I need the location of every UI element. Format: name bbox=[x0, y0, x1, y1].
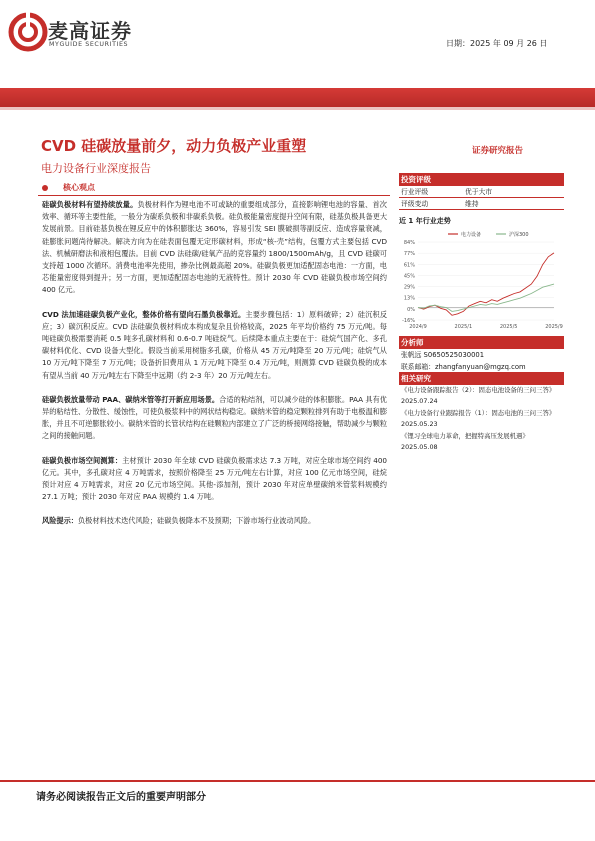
logo-name-en: MYGUIDE SECURITIES bbox=[49, 41, 129, 48]
report-type-label: 证券研究报告 bbox=[472, 146, 524, 156]
paragraph bbox=[42, 515, 387, 527]
core-section-label: 核心观点 bbox=[63, 183, 95, 192]
paragraph bbox=[42, 394, 387, 443]
chart-title: 近 1 年行业走势 bbox=[399, 217, 451, 225]
analyst-email[interactable]: 联系邮箱：zhangfanyuan@mgzq.com bbox=[401, 363, 526, 371]
company-logo bbox=[8, 10, 158, 52]
rating-table bbox=[399, 173, 564, 210]
industry-trend-chart bbox=[394, 228, 566, 336]
bullet-dot-icon bbox=[42, 185, 48, 191]
analyst-head: 分析师 bbox=[399, 336, 564, 349]
header-band-shadow bbox=[0, 107, 595, 110]
analyst-name: 张帆远 S0650525030001 bbox=[401, 351, 485, 359]
paragraph-lead: 硅碳负极材料有望持续放量。 bbox=[42, 200, 138, 209]
paragraph-text: 主材预计 2030 年全球 CVD 硅碳负极需求达 7.3 万吨，对应全球市场空间约 400 亿元。其中，多孔碳对应 4 万吨需求，按照价格降至 25 万元/吨左右计算，对应 100 亿元市场空间，硅烷预计对应 4 万吨需求，对应 20 亿元市场空间。其他-添加剂，预计 2030 年对应单壁碳纳米管浆料规模约 27.1 万吨；预计 2030 年对应 PAA 规模约 1.4 万吨。 bbox=[42, 455, 387, 502]
logo-mark-icon bbox=[8, 12, 48, 52]
paragraph-text: 负极材料作为锂电池不可或缺的重要组成部分，直接影响锂电池的容量、首次效率、循环等主要性能，一般分为碳系负极和非碳系负极。硅负极能量密度提升空间有限，硅基负极具备更大发展前景。目前硅基负极在锂反应中的体积膨胀达 360%，容易引发 SEI 膜破损等副反应、造成容量衰减，硅膨胀问题尚待解决。解决方向为在硅表面包覆无定形碳材料，形成“核-壳”结构，包覆方式主要包括 CVD 法、机械研磨法和液相包覆法。目前 CVD 法硅碳/硅氧产品的克容量约 1800/1500mAh/g，且 CVD 硅碳可支持超 1000 次循环。消费电池率先使用，掺杂比例最高超 20%。硅碳负极更加适配固态电池：一方面，电芯能量密度得到提升；另一方面，更加适配固态电池的无液特性。预计 2030 年 CVD 硅碳负极市场空间约 400 亿元。 bbox=[42, 200, 388, 295]
x-tick-label: 2025/5 bbox=[499, 324, 518, 330]
list-item[interactable] bbox=[399, 408, 564, 430]
rating-head: 投资评级 bbox=[399, 173, 564, 186]
report-title: CVD 硅碳放量前夕，动力负极产业重塑 bbox=[41, 137, 307, 155]
y-tick-label: 29% bbox=[403, 284, 415, 291]
rating-value: 维持 bbox=[465, 200, 479, 208]
section-divider bbox=[38, 195, 390, 196]
body-text bbox=[42, 199, 387, 540]
paragraph-lead: CVD 法加速硅碳负极产业化，整体价格有望向石墨负极靠近。 bbox=[42, 309, 246, 319]
x-tick-label: 2024/9 bbox=[409, 324, 427, 330]
list-item[interactable] bbox=[399, 385, 564, 407]
report-subtitle: 电力设备行业深度报告 bbox=[41, 162, 151, 175]
y-tick-label: 0% bbox=[407, 306, 415, 313]
rating-key: 行业评级 bbox=[401, 188, 429, 196]
y-tick-label: 45% bbox=[403, 273, 415, 280]
paragraph-lead: 硅碳负极放量带动 PAA、碳纳米管等打开新应用场景。 bbox=[42, 394, 220, 404]
y-tick-label: -16% bbox=[402, 318, 415, 324]
related-research bbox=[399, 372, 564, 454]
table-row bbox=[399, 186, 564, 198]
y-tick-label: 77% bbox=[403, 251, 415, 258]
rating-value: 优于大市 bbox=[465, 188, 493, 196]
list-item[interactable] bbox=[399, 431, 564, 453]
paragraph-text: 主要步骤包括：1）原料破碎；2）硅沉积反应；3）碳沉积反应。CVD 法硅碳负极材料成本构成复杂且价格较高，2025 年平均价格约 75 万元/吨。每吨硅碳负极需要消耗 0.5 吨多孔碳材料和 0.6-0.7 吨硅烷气。后续降本重点主要在于：硅烷气国产化、多孔碳材料优化、CVD 设备大型化。假设当前采用树脂多孔碳，价格从 45 万元/吨降至 20 万元/吨；硅烷气从 10 万元/吨下降至 7 万元/吨；设备折旧费用从 1 万元/吨下降至 0.4 万元/吨，则测算 CVD 硅碳负极的成本有望从当前 40 万元/吨左右下降至中远期（约 2-3 年）20 万元/吨左右。 bbox=[42, 309, 388, 380]
related-title: 《电力设备跟踪报告（2）：固态电池设备的三问三答》 bbox=[401, 386, 556, 394]
y-tick-label: 84% bbox=[403, 240, 415, 246]
footer-divider bbox=[0, 780, 595, 782]
table-row bbox=[399, 198, 564, 210]
paragraph-text: 合适的粘结剂，可以减少硅的体积膨胀。PAA 具有优异的粘结性、分散性、缓蚀性，可使负极浆料中的网状结构稳定。碳纳米管的稳定颗粒排列有助于电极温和膨胀，并且不可逆膨胀较小。碳纳米管的长管状结构在硅颗粒内部建立了广泛的桥接网络接触，帮助减少与颗粒之间的接触问题。 bbox=[42, 394, 388, 441]
paragraph-text: 负极材料技术迭代风险；硅碳负极降本不及预期；下游市场行业波动风险。 bbox=[77, 516, 316, 526]
related-date: 2025.05.08 bbox=[401, 443, 438, 451]
core-section-header bbox=[38, 182, 390, 196]
paragraph bbox=[42, 199, 387, 297]
paragraph-lead: 硅碳负极市场空间测算： bbox=[42, 455, 123, 465]
paragraph-lead: 风险提示： bbox=[42, 516, 78, 526]
related-title: 《锂习全球电力革命，把握特高压发展机遇》 bbox=[401, 432, 529, 440]
logo-name-cn: 麦高证券 bbox=[48, 19, 132, 43]
paragraph bbox=[42, 455, 387, 504]
y-tick-label: 13% bbox=[403, 295, 415, 302]
disclaimer-note: 请务必阅读报告正文后的重要声明部分 bbox=[36, 792, 206, 803]
related-head: 相关研究 bbox=[399, 372, 564, 385]
related-date: 2025.07.24 bbox=[401, 397, 438, 405]
related-title: 《电力设备行业跟踪报告（1）：固态电池的三问三答》 bbox=[401, 409, 556, 417]
legend-label: 电力设备 bbox=[461, 232, 482, 238]
rating-key: 评级变动 bbox=[401, 200, 429, 208]
y-tick-label: 61% bbox=[403, 262, 415, 269]
header-band bbox=[0, 88, 595, 107]
legend-label: 沪深300 bbox=[509, 232, 529, 238]
x-tick-label: 2025/1 bbox=[454, 324, 473, 330]
paragraph bbox=[42, 309, 387, 382]
related-date: 2025.05.23 bbox=[401, 420, 438, 428]
report-date: 日期：2025 年 09 月 26 日 bbox=[446, 39, 548, 48]
analyst-block bbox=[399, 336, 564, 373]
x-tick-label: 2025/9 bbox=[545, 324, 563, 330]
